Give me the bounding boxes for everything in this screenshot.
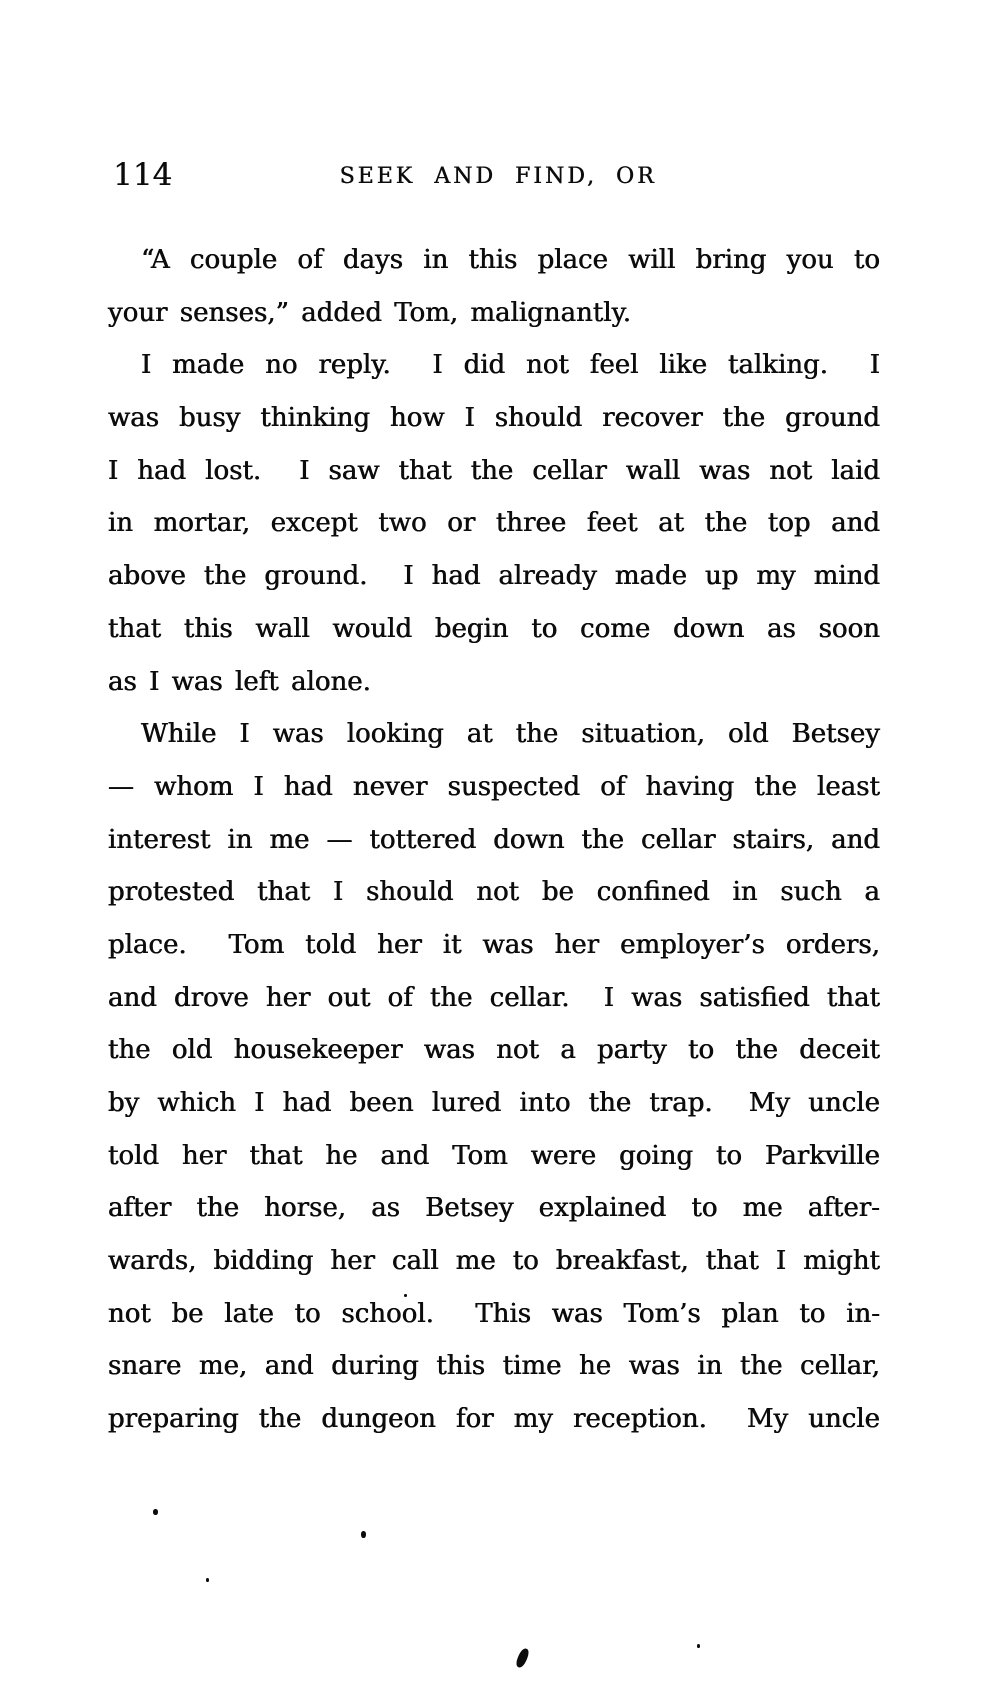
- text-line: preparing the dungeon for my reception. My uncle: [108, 1404, 880, 1435]
- text-line: While I was looking at the situation, old Betsey: [141, 719, 880, 750]
- text-line: “A couple of days in this place will bring you to: [141, 245, 880, 275]
- text-line: as I was left alone.: [108, 666, 371, 697]
- text-line: — whom I had never suspected of having the least: [108, 771, 880, 802]
- scan-speck-artifact: [697, 1644, 700, 1648]
- text-line: after the horse, as Betsey explained to me after-: [108, 1193, 880, 1224]
- text-line: I had lost. I saw that the cellar wall was not laid: [108, 455, 880, 486]
- text-line: in mortar, except two or three feet at the top and: [108, 508, 880, 539]
- text-line: your senses,” added Tom, malignantly.: [108, 297, 632, 328]
- text-line: by which I had been lured into the trap. My uncle: [108, 1088, 880, 1118]
- text-line: was busy thinking how I should recover the ground: [108, 403, 880, 434]
- text-line: I made no reply. I did not feel like talking. I: [141, 350, 880, 381]
- text-line: that this wall would begin to come down as soon: [108, 613, 880, 644]
- text-line: the old housekeeper was not a party to the deceit: [108, 1035, 880, 1066]
- text-line: snare me, and during this time he was in the cellar,: [108, 1351, 880, 1382]
- text-line: interest in me — tottered down the cellar stairs, and: [108, 824, 880, 855]
- page-number: 114: [113, 157, 173, 193]
- scan-speck-artifact: [361, 1531, 366, 1538]
- scan-speck-artifact: [153, 1509, 158, 1515]
- text-line: and drove her out of the cellar. I was satisfied that: [108, 982, 880, 1013]
- scan-speck-artifact: [206, 1578, 209, 1582]
- text-line: told her that he and Tom were going to Parkville: [108, 1140, 880, 1171]
- text-block: [108, 234, 880, 1446]
- text-line: place. Tom told her it was her employer’s orders,: [108, 929, 880, 960]
- text-line: not be late to school. This was Tom’s plan to in-: [108, 1298, 880, 1329]
- running-header: SEEK AND FIND, OR: [339, 164, 657, 189]
- text-line: protested that I should not be confined in such a: [108, 877, 880, 908]
- text-line: wards, bidding her call me to breakfast, that I might: [108, 1246, 880, 1277]
- scan-speck-artifact: [404, 1294, 407, 1297]
- text-line: above the ground. I had already made up my mind: [108, 561, 880, 592]
